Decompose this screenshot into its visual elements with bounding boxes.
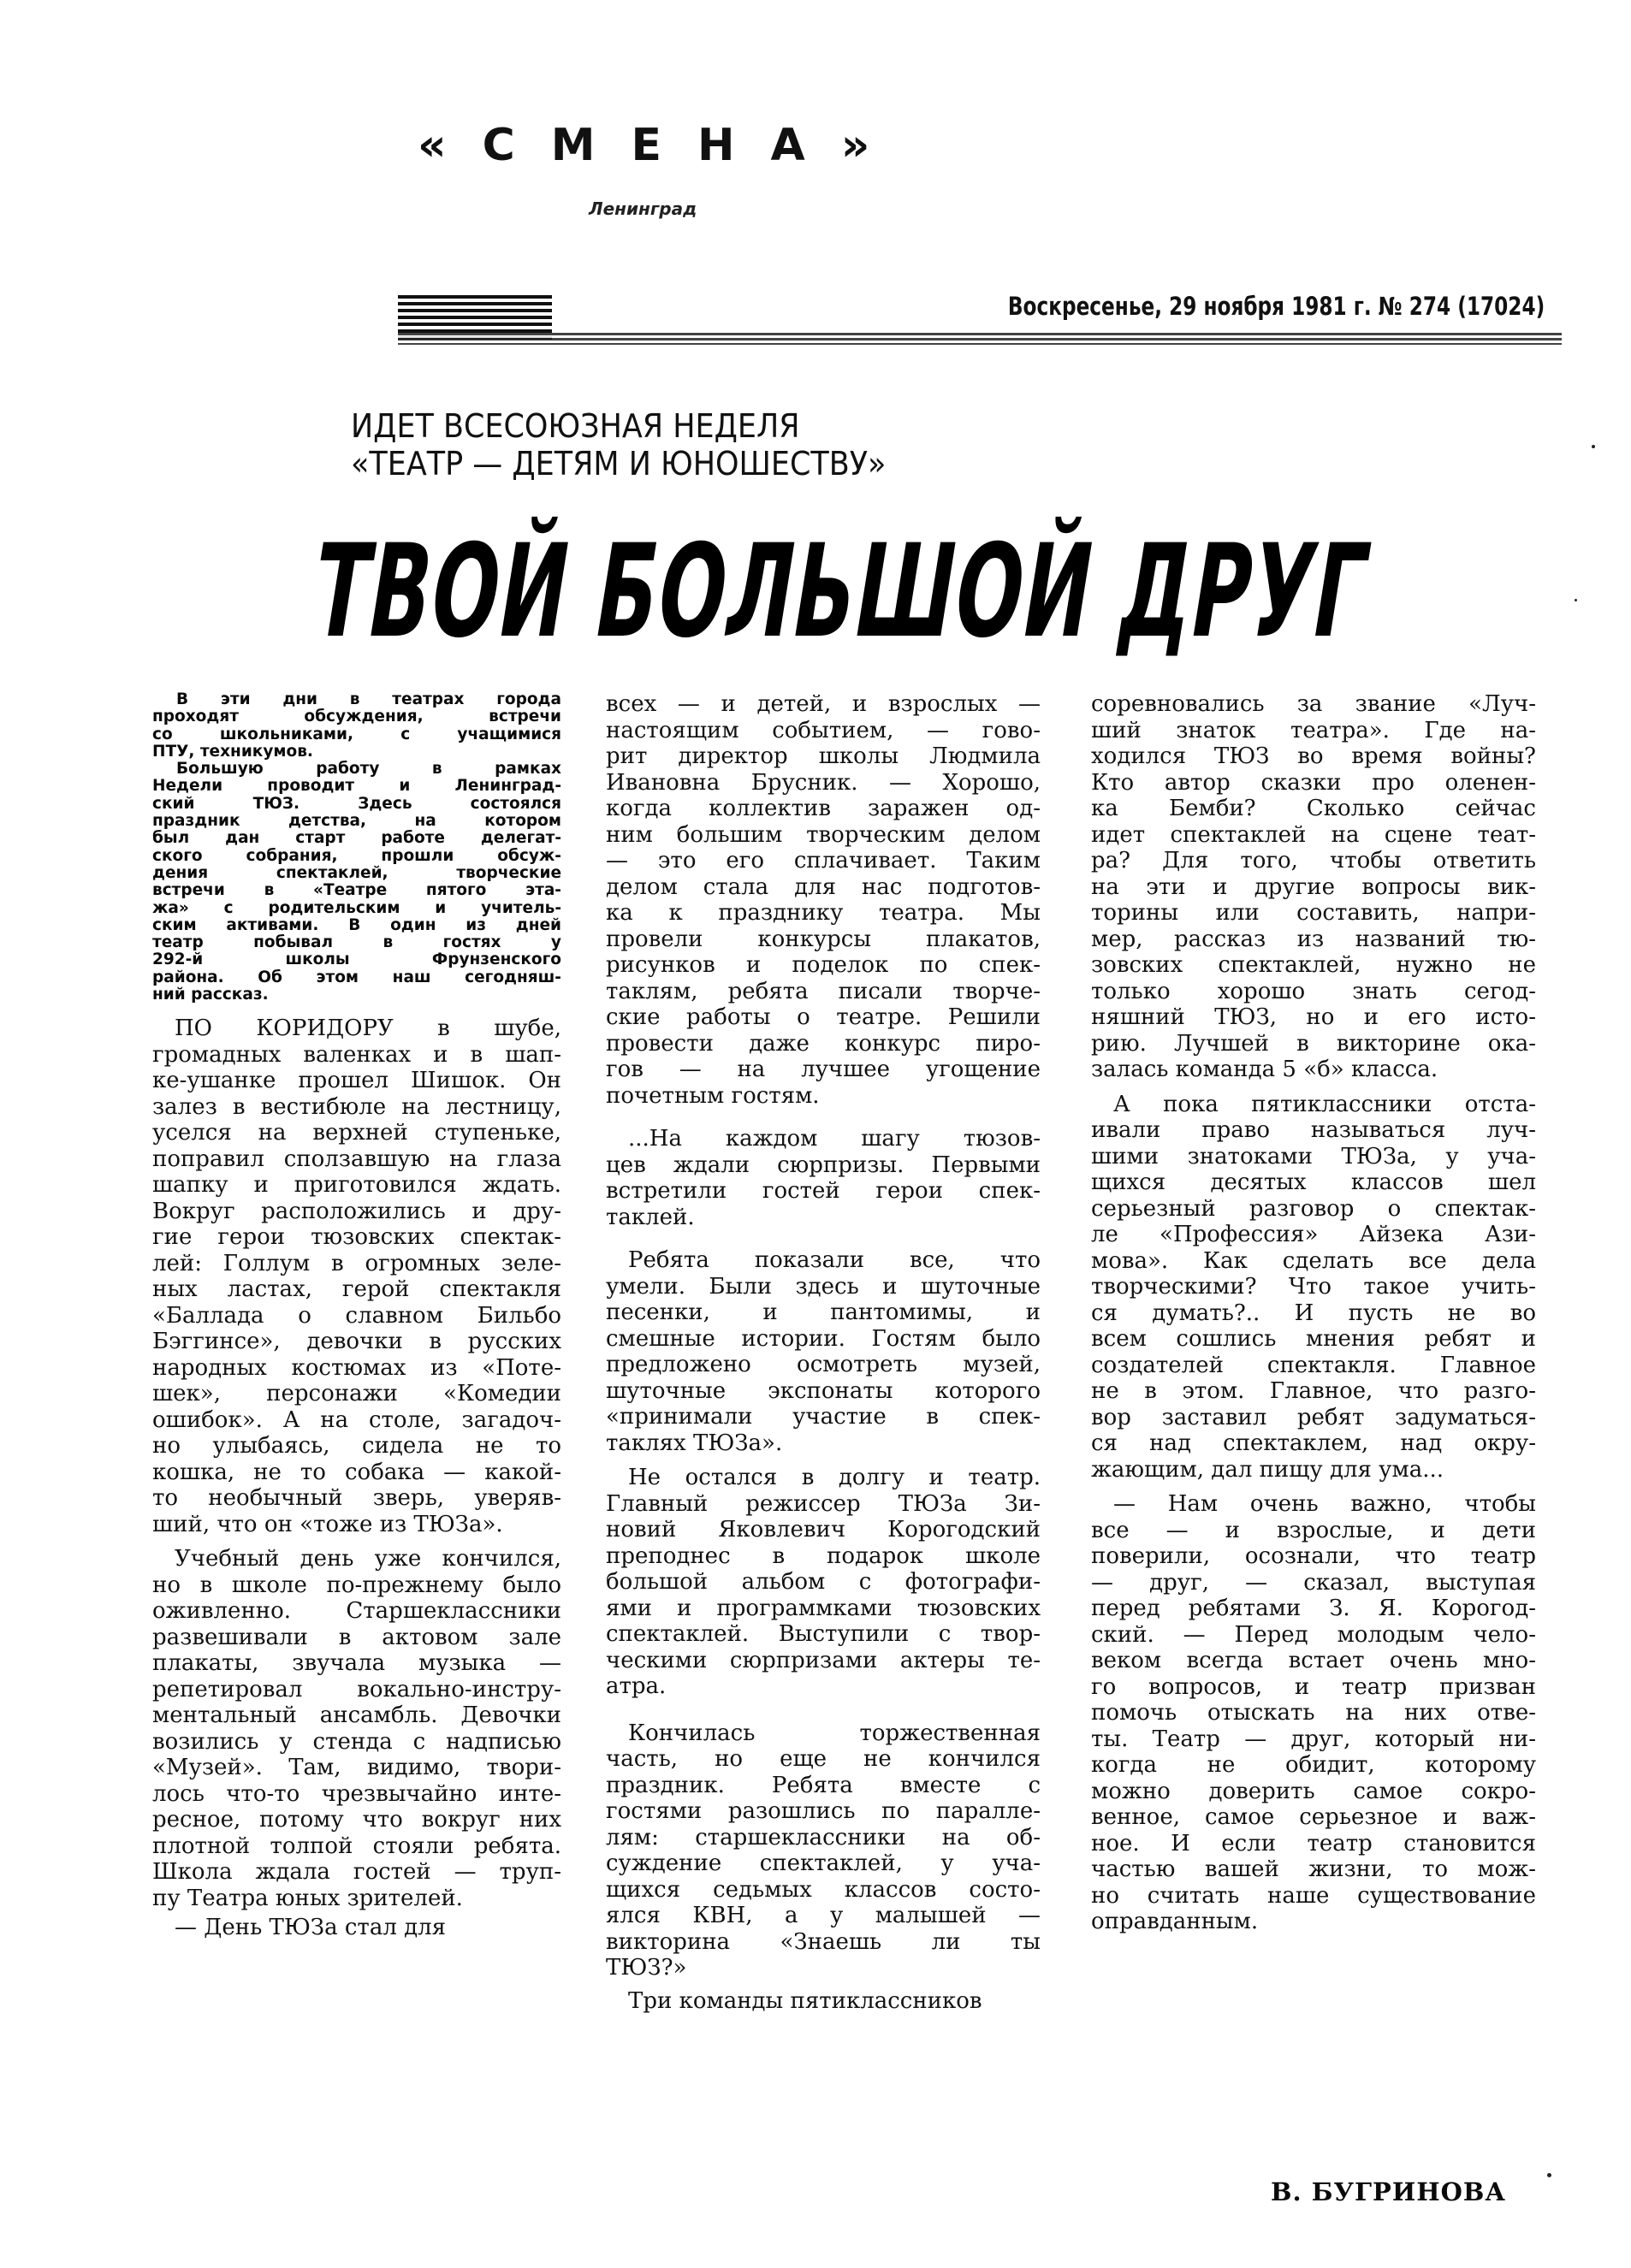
text-line: ке-ушанке прошел Шишок. Он (152, 1068, 561, 1094)
text-line: делом стала для нас подготов- (606, 873, 1041, 900)
kicker-line-2: «ТЕАТР — ДЕТЯМ И ЮНОШЕСТВУ» (351, 445, 887, 483)
column-1-body (152, 1016, 561, 1941)
paragraph (606, 1247, 1041, 1456)
text-line: смешные истории. Гостям было (606, 1325, 1041, 1352)
text-line: оживленно. Старшеклассники (152, 1598, 561, 1625)
text-line: ся думать?.. И пусть не во (1091, 1300, 1536, 1326)
text-line: новий Яковлевич Корогодский (606, 1517, 1041, 1543)
text-line: Не остался в долгу и театр. (628, 1465, 1041, 1490)
text-line: рию. Лучшей в викторине ока- (1091, 1030, 1536, 1057)
kicker-line-1: ИДЕТ ВСЕСОЮЗНАЯ НЕДЕЛЯ (351, 407, 800, 445)
text-line: мова». Как сделать все дела (1091, 1247, 1536, 1274)
text-line: праздник. Ребята вместе с (606, 1772, 1041, 1798)
text-line: Ивановна Брусник. — Хорошо, (606, 769, 1041, 796)
author-byline: В. БУГРИНОВА (1271, 2177, 1507, 2206)
lead-line: 292-й школы Фрунзенского (152, 950, 561, 969)
text-line: песенки, и пантомимы, и (606, 1300, 1041, 1325)
text-line: «принимали участие в спек- (606, 1404, 1041, 1430)
text-line: пу Театра юных зрителей. (152, 1885, 463, 1911)
text-line: ...На каждом шагу тюзов- (628, 1126, 1041, 1152)
print-speck (1547, 2173, 1551, 2177)
text-line: Учебный день уже кончился, (175, 1546, 561, 1572)
lead-line: праздник детства, на котором (152, 812, 561, 831)
text-line: лей: Голлум в огромных зеле- (152, 1250, 561, 1276)
text-line: Ребята показали все, что (628, 1247, 1041, 1273)
issue-dateline: Воскресенье, 29 ноября 1981 г. № 274 (17024) (1007, 292, 1545, 321)
masthead-title: «СМЕНА» (418, 120, 906, 171)
text-line: ский. — Перед молодым чело- (1091, 1621, 1536, 1648)
text-line: настоящим событием, — гово- (606, 717, 1041, 743)
column-2-body (606, 691, 1041, 2014)
text-line: не в этом. Главное, что разго- (1091, 1378, 1536, 1404)
print-speck (1592, 445, 1595, 448)
text-line: преподнес в подарок школе (606, 1543, 1041, 1569)
text-line: щихся десятых классов шел (1091, 1170, 1536, 1195)
paragraph (152, 1016, 561, 1537)
text-line: частью вашей жизни, то мож- (1091, 1856, 1536, 1882)
text-line: громадных валенках и в шап- (152, 1041, 561, 1068)
lead-line: ского собрания, прошли обсуж- (152, 846, 561, 865)
text-line: почетным гостям. (606, 1082, 820, 1109)
text-line: ошибок». А на столе, загадоч- (152, 1406, 561, 1433)
text-line: часть, но еще не кончился (606, 1746, 1041, 1772)
lead-line: Недели проводит и Ленинград- (152, 777, 561, 796)
text-line: рисунков и поделок по спек- (606, 952, 1041, 978)
text-line: поправил сползавшую на глаза (152, 1146, 561, 1172)
text-line: мер, рассказ из названий тю- (1091, 926, 1536, 952)
text-line: гов — на лучшее угощение (606, 1057, 1041, 1082)
text-line: создателей спектакля. Главное (1091, 1352, 1536, 1378)
article-column-3 (1091, 691, 1536, 1935)
text-line: Кончилась торжественная (628, 1720, 1041, 1746)
text-line: ное. И если театр становится (1091, 1830, 1536, 1856)
text-line: веком всегда встает очень мно- (1091, 1648, 1536, 1673)
text-line: умели. Были здесь и шуточные (606, 1273, 1041, 1300)
text-line: таклей. (606, 1204, 695, 1230)
lead-line: ний рассказ. (152, 986, 269, 1004)
text-line: оправданным. (1091, 1909, 1259, 1934)
lead-line: со школьниками, с учащимися (152, 725, 561, 743)
text-line: плотной толпой стояли ребята. (152, 1833, 561, 1859)
text-line: соревновались за звание «Луч- (1091, 691, 1536, 717)
text-line: уселся на верхней ступеньке, (152, 1120, 561, 1146)
text-line: когда коллектив заражен од- (606, 796, 1041, 821)
text-line: возились у стенда с надписью (152, 1728, 561, 1755)
masthead-subtitle: Ленинград (589, 198, 697, 219)
text-line: творческими? Что такое учить- (1091, 1274, 1536, 1300)
text-line: го вопросов, и театр призван (1091, 1673, 1536, 1700)
article-headline: ТВОЙ БОЛЬШОЙ ДРУГ (303, 518, 1379, 666)
text-line: таклям, ребята писали творче- (606, 978, 1041, 1004)
text-line: шуточные экспонаты которого (606, 1377, 1041, 1404)
text-line: когда не обидит, которому (1091, 1752, 1536, 1778)
text-line: шими знатоками ТЮЗа, у уча- (1091, 1143, 1536, 1170)
article-kicker (351, 407, 933, 483)
paragraph (152, 1546, 561, 1911)
text-line: ские работы о театре. Решили (606, 1004, 1041, 1030)
column-3-body (1091, 691, 1536, 1935)
text-line: ческими сюрпризами актеры те- (606, 1647, 1041, 1673)
text-line: провели конкурсы плакатов, (606, 926, 1041, 952)
text-line: гие герои тюзовских спектак- (152, 1224, 561, 1251)
text-line: торины или составить, напри- (1091, 900, 1536, 926)
text-line: цев ждали сюрпризы. Первыми (606, 1152, 1041, 1178)
text-line: залез в вестибюле на лестницу, (152, 1093, 561, 1120)
text-line: Кто автор сказки про оленен- (1091, 769, 1536, 796)
text-line: серьезный разговор о спектак- (1091, 1195, 1536, 1222)
paragraph (606, 1126, 1041, 1230)
text-line: атра. (606, 1673, 667, 1699)
text-line: кошка, не то собака — какой- (152, 1459, 561, 1485)
text-line: но в школе по-прежнему было (152, 1572, 561, 1598)
text-line: суждение спектаклей, у уча- (606, 1851, 1041, 1876)
text-line: идет спектаклей на сцене теат- (1091, 821, 1536, 848)
text-line: залась команда 5 «б» класса. (1091, 1057, 1438, 1082)
lead-line: Большую работу в рамках (176, 760, 561, 779)
text-line: ных ластах, герой спектакля (152, 1276, 561, 1303)
lead-line: ПТУ, техникумов. (152, 742, 313, 761)
paragraph (1091, 1092, 1536, 1483)
text-line: развешивали в актовом зале (152, 1624, 561, 1650)
text-line: — это его сплачивает. Таким (606, 848, 1041, 873)
text-line: А пока пятиклассники отста- (1113, 1091, 1536, 1117)
text-line: — День ТЮЗа стал для (175, 1915, 447, 1941)
paragraph (152, 1915, 561, 1941)
text-line: встретили гостей герои спек- (606, 1178, 1041, 1204)
paragraph (606, 691, 1041, 1109)
text-line: няшний ТЮЗ, но и его исто- (1091, 1004, 1536, 1030)
text-line: но считать наше существование (1091, 1882, 1536, 1909)
paragraph (1091, 691, 1536, 1083)
text-line: ПО КОРИДОРУ в шубе, (175, 1016, 561, 1042)
text-line: ресное, потому что вокруг них (152, 1807, 561, 1833)
text-line: лось что-то чрезвычайно инте- (152, 1780, 561, 1807)
lead-line: встречи в «Театре пятого эта- (152, 881, 561, 900)
text-line: ший знаток театра». Где на- (1091, 717, 1536, 743)
paragraph (606, 1988, 1041, 2015)
article-column-1 (152, 691, 561, 1941)
text-line: лям: старшеклассники на об- (606, 1824, 1041, 1851)
text-line: на эти и другие вопросы вик- (1091, 873, 1536, 900)
text-line: народных костюмах из «Поте- (152, 1354, 561, 1381)
text-line: Три команды пятиклассников (628, 1987, 982, 2014)
text-line: «Музей». Там, видимо, твори- (152, 1755, 561, 1781)
text-line: ка к празднику театра. Мы (606, 900, 1041, 926)
lead-line: В эти дни в театрах города (176, 690, 561, 708)
text-line: поверили, осознали, что театр (1091, 1543, 1536, 1569)
text-line: ты. Театр — друг, который ни- (1091, 1726, 1536, 1752)
text-line: ним большим творческим делом (606, 821, 1041, 848)
dateline-bar (398, 292, 1562, 346)
article-column-2 (606, 691, 1041, 2014)
lead-line: ский ТЮЗ. Здесь состоялся (152, 794, 561, 813)
text-line: — друг, — сказал, выступая (1091, 1569, 1536, 1596)
text-line: всем сошлись мнения ребят и (1091, 1326, 1536, 1352)
lead-line: жа» с родительским и учитель- (152, 898, 561, 917)
text-line: вор заставил ребят задуматься- (1091, 1404, 1536, 1430)
text-line: Главный режиссер ТЮЗа Зи- (606, 1490, 1041, 1517)
paragraph (606, 1465, 1041, 1700)
newspaper-masthead (418, 120, 906, 219)
text-line: предложено осмотреть музей, (606, 1352, 1041, 1377)
text-line: шапку и приготовился ждать. (152, 1172, 561, 1199)
decorative-rule-line (398, 333, 1562, 345)
text-line: ями и программками тюзовских (606, 1595, 1041, 1621)
article-lead (152, 691, 561, 1004)
text-line: ра? Для того, чтобы ответить (1091, 848, 1536, 873)
text-line: ходился ТЮЗ во время войны? (1091, 743, 1536, 769)
text-line: щихся седьмых классов состо- (606, 1876, 1041, 1903)
text-line: викторина «Знаешь ли ты (606, 1928, 1041, 1955)
text-line: Вокруг расположились и дру- (152, 1198, 561, 1224)
lead-line: ским активами. В один из дней (152, 915, 561, 934)
text-line: ле «Профессия» Айзека Ази- (1091, 1222, 1536, 1247)
text-line: Бэггинсе», девочки в русских (152, 1329, 561, 1355)
text-line: ментальный ансамбль. Девочки (152, 1702, 561, 1729)
text-line: плакаты, звучала музыка — (152, 1650, 561, 1677)
text-line: большой альбом с фотографи- (606, 1569, 1041, 1595)
text-line: Школа ждала гостей — труп- (152, 1859, 561, 1886)
text-line: провести даже конкурс пиро- (606, 1030, 1041, 1057)
text-line: то необычный зверь, уверяв- (152, 1485, 561, 1512)
paragraph (1091, 1491, 1536, 1935)
lead-line: театр побывал в гостях у (152, 933, 561, 952)
text-line: помочь отыскать на них отве- (1091, 1700, 1536, 1726)
text-line: можно доверить самое сокро- (1091, 1778, 1536, 1804)
text-line: ТЮЗ?» (606, 1955, 687, 1981)
lead-line: проходят обсуждения, встречи (152, 708, 561, 726)
text-line: таклях ТЮЗа». (606, 1430, 783, 1456)
print-speck (1575, 599, 1577, 601)
text-line: ивали право называться луч- (1091, 1117, 1536, 1143)
lead-line: был дан старт работе делегат- (152, 829, 561, 848)
text-line: венное, самое серьезное и важ- (1091, 1804, 1536, 1830)
text-line: спектаклей. Выступили с твор- (606, 1621, 1041, 1647)
text-line: только хорошо знать сегод- (1091, 978, 1536, 1004)
text-line: ка Бемби? Сколько сейчас (1091, 796, 1536, 821)
text-line: шек», персонажи «Комедии (152, 1381, 561, 1407)
text-line: репетировал вокально-инстру- (152, 1676, 561, 1702)
text-line: зовских спектаклей, нужно не (1091, 952, 1536, 978)
text-line: всех — и детей, и взрослых — (606, 691, 1041, 717)
text-line: гостями разошлись по паралле- (606, 1798, 1041, 1824)
text-line: «Баллада о славном Бильбо (152, 1302, 561, 1329)
text-line: рит директор школы Людмила (606, 743, 1041, 769)
lead-line: района. Об этом наш сегодняш- (152, 968, 561, 986)
text-line: все — и взрослые, и дети (1091, 1517, 1536, 1543)
paragraph (606, 1720, 1041, 1981)
text-line: ший, что он «тоже из ТЮЗа». (152, 1511, 503, 1537)
text-line: ся над спектаклем, над окру- (1091, 1430, 1536, 1456)
lead-line: дения спектаклей, творческие (152, 863, 561, 882)
text-line: но улыбаясь, сидела не то (152, 1433, 561, 1460)
text-line: жающим, дал пищу для ума... (1091, 1456, 1444, 1483)
text-line: ялся КВН, а у малышей — (606, 1903, 1041, 1928)
text-line: — Нам очень важно, чтобы (1113, 1491, 1536, 1517)
text-line: перед ребятами З. Я. Корогод- (1091, 1596, 1536, 1621)
